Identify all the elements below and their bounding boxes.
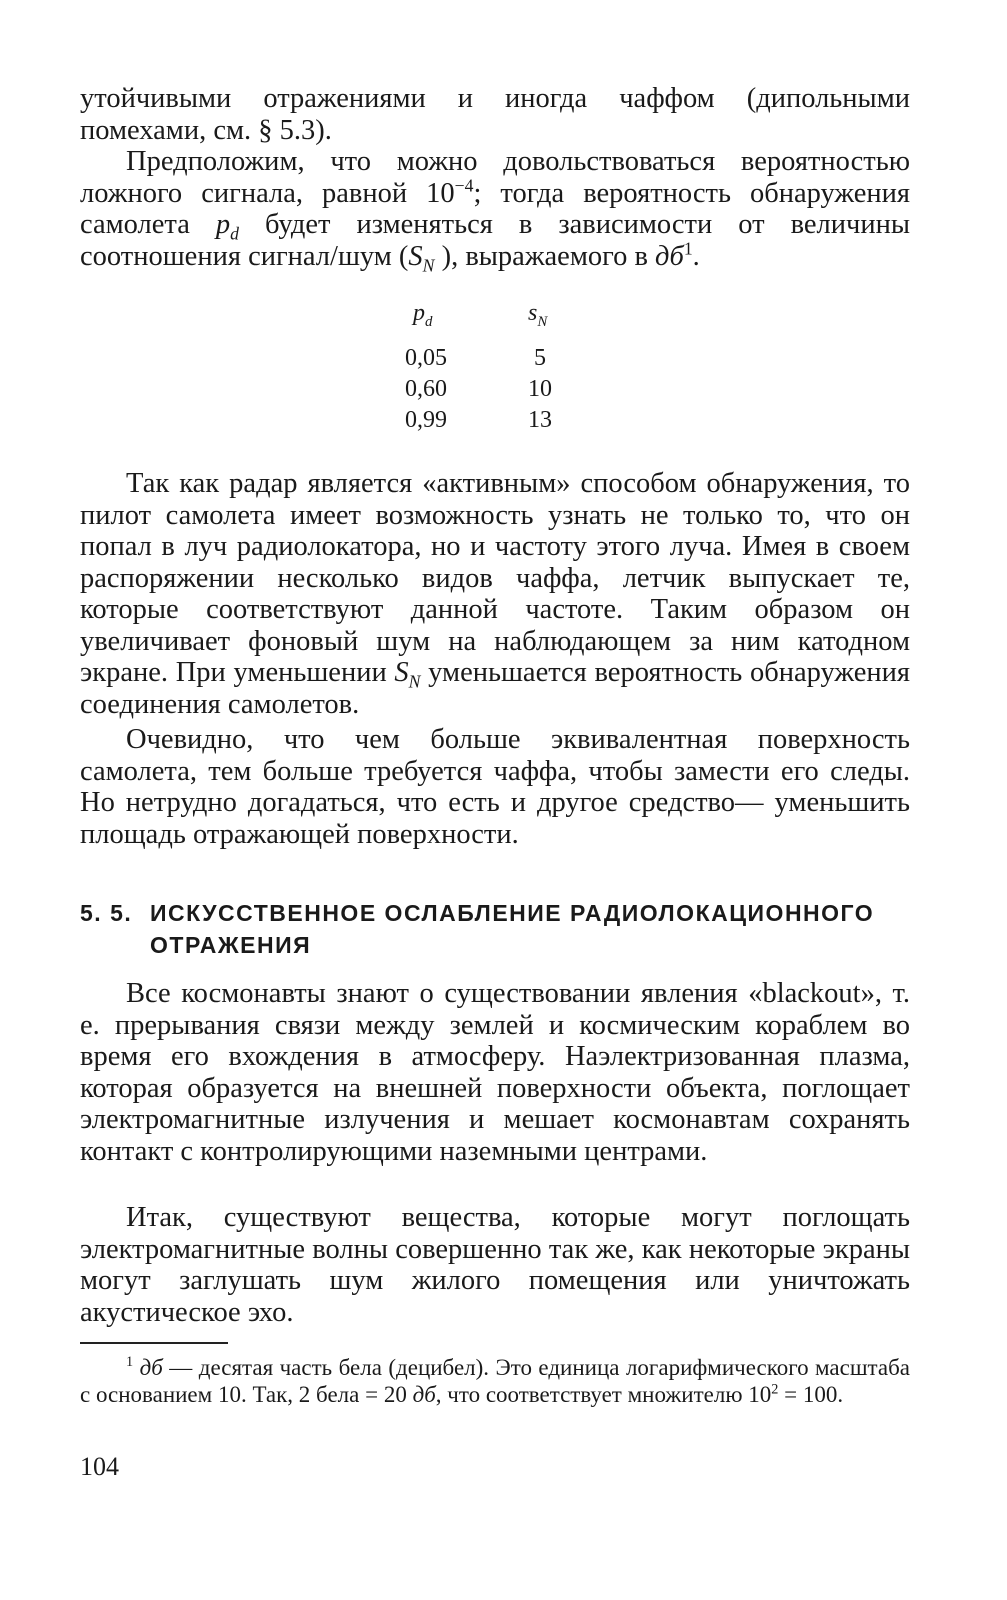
paragraph-2-text-b: ; тогда вероятность обнаружения самолета bbox=[80, 177, 910, 240]
paragraph-3-text-b: уменьшается вероятность обнаружения соединения самолетов. bbox=[80, 657, 910, 720]
table-cell-pd: 0,05 bbox=[405, 345, 447, 371]
paragraph-5 bbox=[80, 978, 910, 1167]
section-number: 5. 5. bbox=[80, 900, 133, 926]
paragraph-4-text: Очевидно, что чем больше эквивалентная поверхность самолета, тем больше требуется чаффа, чтобы замести его следы. Но нетрудно догадаться, что есть и другое средство— уменьшить площадь отражающей поверхности. bbox=[80, 724, 910, 850]
paragraph-2-text-a: Предположим, что можно довольствоваться вероятностью ложного сигнала, равной 10 bbox=[80, 146, 910, 209]
exponent: −4 bbox=[454, 175, 474, 195]
footnote-unit-db: дб bbox=[139, 1355, 163, 1380]
symbol-p: p bbox=[215, 209, 231, 240]
paragraph-4 bbox=[80, 724, 910, 850]
footnote bbox=[80, 1355, 910, 1408]
paragraph-6 bbox=[80, 1202, 910, 1328]
symbol-n-subscript: N bbox=[408, 671, 421, 692]
footnote-mark: 1 bbox=[126, 1354, 134, 1371]
paragraph-2-end: . bbox=[692, 240, 700, 272]
footnote-reference: 1 bbox=[683, 238, 693, 258]
footnote-text-c: = 100. bbox=[778, 1381, 844, 1407]
footnote-exponent: 2 bbox=[771, 1380, 779, 1397]
paragraph-1-text: утойчивыми отражениями и иногда чаффом (дипольными помехами, см. § 5.3). bbox=[80, 83, 910, 146]
symbol-s: S bbox=[408, 240, 423, 272]
table-cell-sn: 10 bbox=[528, 376, 552, 402]
page-number: 104 bbox=[80, 1452, 119, 1481]
table-header-sn: $s_N$ bbox=[528, 300, 548, 330]
paragraph-2-text-d: ), выражаемого в bbox=[434, 240, 656, 272]
paragraph-5-text: Все космонавты знают о существовании явления «blackout», т. е. прерывания связи между землей и космическим кораблем во время его вхождения в атмосферу. Наэлектризованная плазма, которая образуется на внешней поверхности объекта, поглощает электромагнитные излучения и мешает космонавтам сохранять контакт с контролирующими наземными центрами. bbox=[80, 978, 910, 1167]
paragraph-2-text-c: будет изменяться в зависимости от величины соотношения сигнал/шум ( bbox=[80, 209, 910, 272]
table-cell-sn: 5 bbox=[534, 345, 546, 371]
footnote-text-a: — десятая часть бела (децибел). Это единица логарифмического масштаба с основанием 10. Так, 2 бела = 20 bbox=[80, 1355, 911, 1407]
symbol-d-subscript: d bbox=[230, 223, 239, 244]
paragraph-1 bbox=[80, 83, 910, 146]
symbol-n-subscript: N bbox=[422, 255, 435, 276]
footnote-unit-db-2: дб bbox=[412, 1381, 436, 1407]
footnote-divider bbox=[80, 1342, 228, 1344]
paragraph-3-text-a: Так как радар является «активным» способом обнаружения, то пилот самолета имеет возможность узнать не только то, что он попал в луч радиолокатора, но и частоту этого луча. Имея в своем распоряжении несколько видов чаффа, летчик выпускает те, которые соответствуют данной частоте. Таким образом он увеличивает фоновый шум на наблюдающем за ним катодном экране. При уменьшении bbox=[80, 468, 910, 688]
table-header-pd: $p_d$ bbox=[413, 300, 433, 330]
paragraph-3 bbox=[80, 468, 910, 720]
table-cell-sn: 13 bbox=[528, 407, 552, 433]
table-cell-pd: 0,60 bbox=[405, 376, 447, 402]
paragraph-6-text: Итак, существуют вещества, которые могут поглощать электромагнитные волны совершенно так же, как некоторые экраны могут заглушать шум жилого помещения или уничтожать акустическое эхо. bbox=[80, 1202, 910, 1328]
table-cell-pd: 0,99 bbox=[405, 407, 447, 433]
unit-db: дб bbox=[655, 240, 684, 272]
section-title-line-1: ИСКУССТВЕННОЕ ОСЛАБЛЕНИЕ РАДИОЛОКАЦИОННОГО bbox=[150, 900, 875, 926]
footnote-text-b: , что соответствует множителю 10 bbox=[435, 1381, 772, 1407]
symbol-s: S bbox=[394, 657, 409, 688]
section-heading bbox=[80, 897, 930, 961]
paragraph-2 bbox=[80, 146, 910, 276]
section-title-line-2: ОТРАЖЕНИЯ bbox=[150, 932, 312, 958]
